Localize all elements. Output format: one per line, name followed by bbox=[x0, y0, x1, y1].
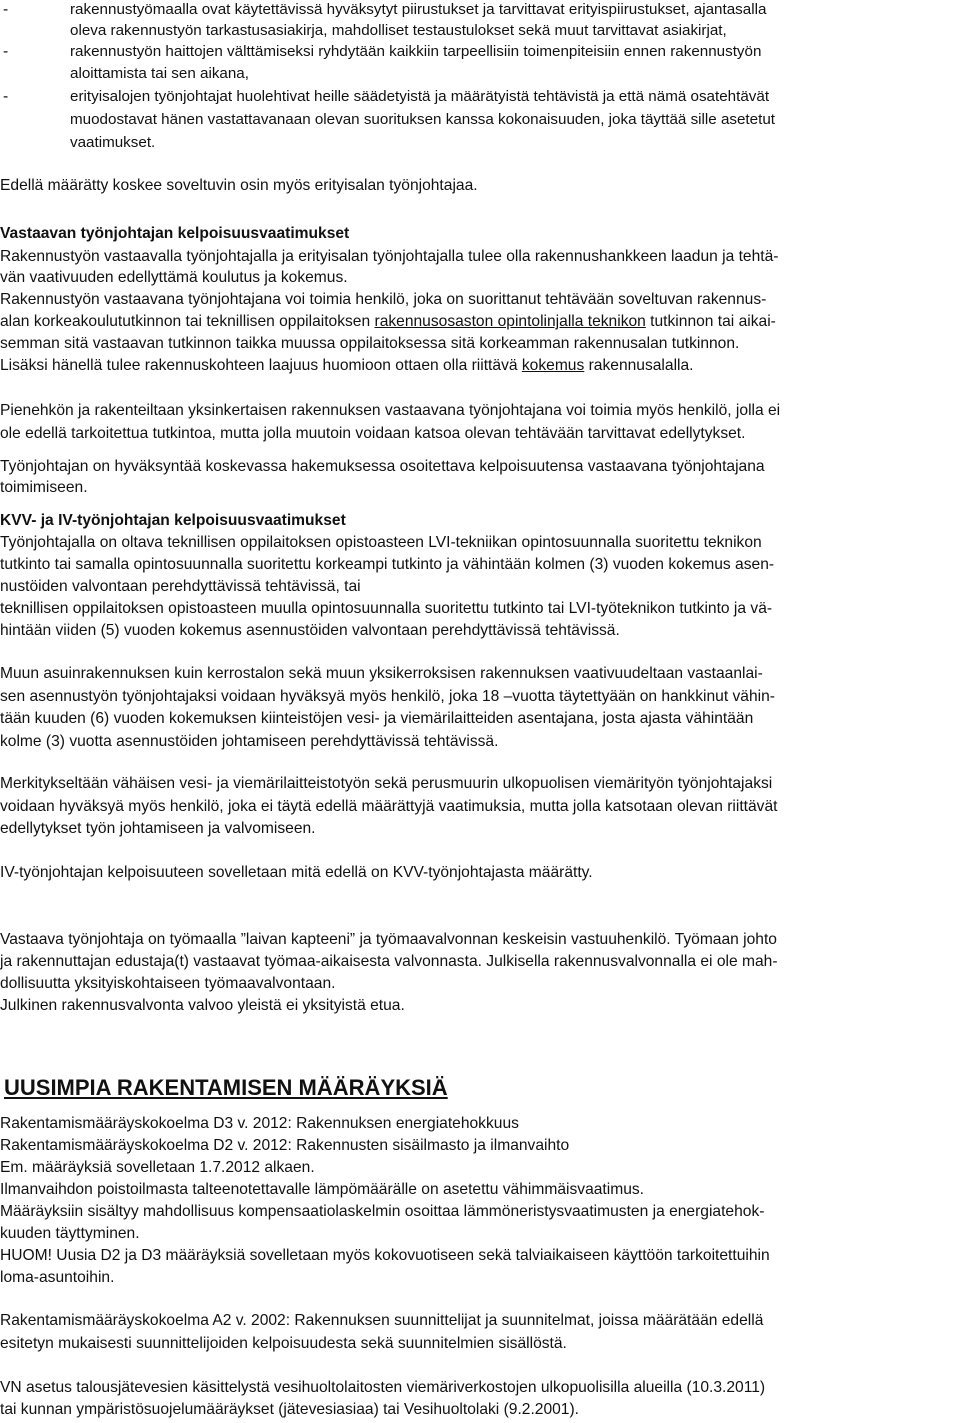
muun-line-1: Muun asuinrakennuksen kuin kerrostalon sekä muun yksikerroksisen rakennuksen vaativuudeltaan vastaanlai- bbox=[0, 665, 763, 682]
underlined-term: rakennusosaston opintolinjalla teknikon bbox=[374, 313, 646, 330]
kvv-line-3: nustöiden valvontaan perehdyttävissä tehtävissä, tai bbox=[0, 578, 361, 595]
uusimpia-line-7: HUOM! Uusia D2 ja D3 määräyksiä sovelletaan myös kokovuotiseen sekä talviaikaiseen käyttöön tarkoitettuihin bbox=[0, 1247, 770, 1264]
vn-line-1: VN asetus talousjätevesien käsittelystä vesihuoltolaitosten viemäriverkostojen ulkopuolisilla alueilla (10.3.2011) bbox=[0, 1379, 766, 1396]
list-dash: - bbox=[3, 43, 9, 60]
list-item-1-line-1: rakennustyömaalla ovat käytettävissä hyväksytyt piirustukset ja tarvittavat erityispiirustukset, ajantasalla bbox=[70, 1, 767, 18]
vastaava-line-4-a: alan korkeakoulututkinnon tai teknillisen oppilaitoksen bbox=[0, 313, 375, 330]
uusimpia-line-2: Rakentamismääräyskokoelma D2 v. 2012: Rakennusten sisäilmasto ja ilmanvaihto bbox=[0, 1137, 570, 1154]
uusimpia-line-4: Ilmanvaihdon poistoilmasta talteenotettavalle lämpömäärälle on asetettu vähimmäisvaatimus. bbox=[0, 1181, 645, 1198]
tyonjohtajan-line-2: toimimiseen. bbox=[0, 479, 88, 496]
vn-line-2: tai kunnan ympäristösuojelumääräykset (jätevesiasiaa) tai Vesihuoltolaki (9.2.2001). bbox=[0, 1401, 580, 1418]
list-dash: - bbox=[3, 88, 9, 105]
kapteeni-line-4: Julkinen rakennusvalvonta valvoo yleistä ei yksityistä etua. bbox=[0, 997, 405, 1014]
kapteeni-line-3: dollisuutta yksityiskohtaiseen työmaavalvontaan. bbox=[0, 975, 336, 992]
kvv-line-4: teknillisen oppilaitoksen opistoasteen muulla opintosuunnalla suoritettu tutkinto tai LVI-työteknikon tutkinto ja vä- bbox=[0, 600, 773, 617]
kvv-line-5: hintään viiden (5) vuoden kokemus asennustöiden valvontaan perehdyttävissä tehtävissä. bbox=[0, 622, 620, 639]
section-heading-vastaava: Vastaavan työnjohtajan kelpoisuusvaatimukset bbox=[0, 225, 350, 242]
underlined-term: kokemus bbox=[521, 357, 585, 374]
kvv-line-1: Työnjohtajalla on oltava teknillisen oppilaitoksen opistoasteen LVI-tekniikan opintosuunnalla suoritettu teknikon bbox=[0, 534, 762, 551]
vastaava-line-5: semman sitä vastaavan tutkinnon taikka muussa oppilaitoksessa sitä korkeamman rakennusalan tutkinnon. bbox=[0, 335, 740, 352]
kapteeni-line-2: ja rakennuttajan edustaja(t) vastaavat työmaa-aikaisesta valvonnasta. Julkisella rakennusvalvonnalla ei ole mah- bbox=[0, 953, 778, 970]
a2-line-2: esitetyn mukaisesti suunnittelijoiden kelpoisuudesta sekä suunnitelmien sisällöstä. bbox=[0, 1335, 567, 1352]
list-item-2-line-2: aloittamista tai sen aikana, bbox=[70, 65, 249, 82]
pienehkon-line-1: Pienehkön ja rakenteiltaan yksinkertaisen rakennuksen vastaavana työnjohtajana voi toimia myös henkilö, jolla ei bbox=[0, 402, 781, 419]
merkitys-line-3: edellytykset työn johtamiseen ja valvomiseen. bbox=[0, 820, 316, 837]
list-item-3-line-2: muodostavat hänen vastattavanaan olevan suorituksen kanssa kokonaisuuden, joka täyttää sille asetetut bbox=[70, 111, 775, 128]
vastaava-line-4-b: tutkinnon tai aikai- bbox=[645, 313, 776, 330]
pienehkon-line-2: ole edellä tarkoitettua tutkintoa, mutta jolla muutoin voidaan katsoa olevan tehtävään tarvittavat edellytykset. bbox=[0, 425, 746, 442]
uusimpia-line-1: Rakentamismääräyskokoelma D3 v. 2012: Rakennuksen energiatehokkuus bbox=[0, 1115, 519, 1132]
kvv-line-2: tutkinto tai samalla opintosuunnalla suoritettu korkeampi tutkinto ja vähintään kolmen (3) vuoden kokemus asen- bbox=[0, 556, 775, 573]
section-heading-uusimpia: UUSIMPIA RAKENTAMISEN MÄÄRÄYKSIÄ bbox=[4, 1075, 448, 1100]
vastaava-line-6-b: rakennusalalla. bbox=[584, 357, 694, 374]
vastaava-line-1: Rakennustyön vastaavalla työnjohtajalla ja erityisalan työnjohtajalla tulee olla rakennushankkeen laadun ja tehtä- bbox=[0, 248, 779, 265]
list-item-1-line-2: oleva rakennustyön tarkastusasiakirja, mahdolliset testaustulokset sekä muut tarvittavat asiakirjat, bbox=[70, 22, 727, 39]
uusimpia-line-5: Määräyksiin sisältyy mahdollisuus kompensaatiolaskelmin osoittaa lämmöneristysvaatimusten ja energiatehok- bbox=[0, 1203, 765, 1220]
muun-line-4: kolme (3) vuotta asennustöiden johtamiseen perehdyttävissä tehtävissä. bbox=[0, 733, 499, 750]
list-item-2-line-1: rakennustyön haittojen välttämiseksi ryhdytään kaikkiin tarpeellisiin toimenpiteisiin ennen rakennustyön bbox=[70, 43, 762, 60]
section-heading-kvv: KVV- ja IV-työnjohtajan kelpoisuusvaatimukset bbox=[0, 512, 346, 529]
list-item-3-line-1: erityisalojen työnjohtajat huolehtivat heille säädetyistä ja määrätyistä tehtävistä ja että nämä osatehtävät bbox=[70, 88, 770, 105]
iv-paragraph: IV-työnjohtajan kelpoisuuteen sovelletaan mitä edellä on KVV-työnjohtajasta määrätty. bbox=[0, 864, 593, 881]
list-item-3-line-3: vaatimukset. bbox=[70, 134, 156, 151]
uusimpia-line-3: Em. määräyksiä sovelletaan 1.7.2012 alkaen. bbox=[0, 1159, 315, 1176]
vastaava-line-3: Rakennustyön vastaavana työnjohtajana voi toimia henkilö, joka on suorittanut tehtävään soveltuvan rakennus- bbox=[0, 291, 767, 308]
list-dash: - bbox=[3, 1, 9, 18]
vastaava-line-6-a: Lisäksi hänellä tulee rakennuskohteen laajuus huomioon ottaen olla riittävä bbox=[0, 357, 522, 374]
vastaava-line-6 bbox=[0, 355, 694, 376]
paragraph-edella: Edellä määrätty koskee soveltuvin osin myös erityisalan työnjohtajaa. bbox=[0, 177, 478, 194]
uusimpia-line-6: kuuden täyttyminen. bbox=[0, 1225, 140, 1242]
uusimpia-line-8: loma-asuntoihin. bbox=[0, 1269, 115, 1286]
vastaava-line-4 bbox=[0, 311, 776, 332]
tyonjohtajan-line-1: Työnjohtajan on hyväksyntää koskevassa hakemuksessa osoitettava kelpoisuutensa vastaavana työnjohtajana bbox=[0, 458, 765, 475]
merkitys-line-1: Merkitykseltään vähäisen vesi- ja viemärilaitteistotyön sekä perusmuurin ulkopuolisen viemärityön työnjohtajaksi bbox=[0, 775, 773, 792]
muun-line-2: sen asennustyön työnjohtajaksi voidaan hyväksyä myös henkilö, joka 18 –vuotta täytettyään on hankkinut vähin- bbox=[0, 688, 775, 705]
merkitys-line-2: voidaan hyväksyä myös henkilö, joka ei täytä edellä määrättyjä vaatimuksia, mutta jolla katsotaan olevan riittävät bbox=[0, 798, 778, 815]
a2-line-1: Rakentamismääräyskokoelma A2 v. 2002: Rakennuksen suunnittelijat ja suunnitelmat, joissa määrätään edellä bbox=[0, 1312, 764, 1329]
vastaava-line-2: vän vaativuuden edellyttämä koulutus ja kokemus. bbox=[0, 269, 348, 286]
muun-line-3: tään kuuden (6) vuoden kokemuksen kiinteistöjen vesi- ja viemärilaitteiden asentajana, josta ajasta vähintään bbox=[0, 710, 754, 727]
kapteeni-line-1: Vastaava työnjohtaja on työmaalla ”laivan kapteeni” ja työmaavalvonnan keskeisin vastuuhenkilö. Työmaan johto bbox=[0, 931, 777, 948]
